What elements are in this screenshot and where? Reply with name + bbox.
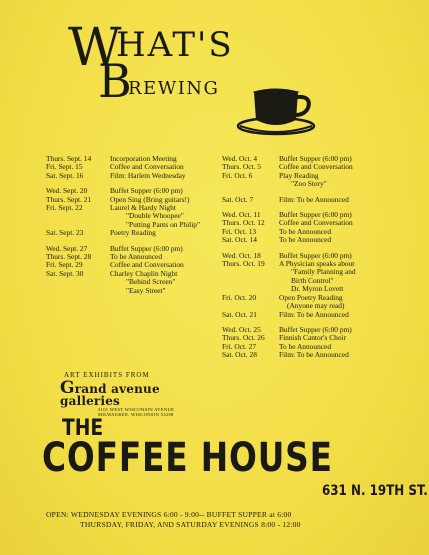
entry-date: Thurs. Oct. 5 [222, 162, 261, 172]
entry-date [46, 278, 110, 286]
entry-event: "Zoo Story" [291, 179, 327, 189]
entry-event: Coffee and Conversation [110, 260, 184, 270]
schedule-week-block [222, 155, 402, 189]
schedule-entry [222, 351, 402, 359]
entry-date [222, 268, 279, 276]
entry-event: A Physician speaks about [279, 259, 355, 269]
street-address: 631 N. 19TH ST. [322, 483, 428, 499]
schedule-week-block [46, 155, 224, 180]
entry-date: Fri. Sept. 29 [46, 260, 83, 270]
entry-date: Wed. Oct. 11 [222, 210, 261, 220]
logo-text-hats: HAT'S [116, 25, 234, 65]
entry-date: Wed. Sept. 27 [46, 243, 88, 253]
entry-date: Wed. Oct. 18 [222, 250, 261, 260]
entry-date [46, 212, 110, 220]
gallery-address-line1: 3101 WEST WISCONSIN AVENUE [98, 407, 175, 412]
entry-event: "Double Whoopee" [126, 211, 184, 221]
entry-event: "Easy Street" [126, 285, 166, 295]
logo-text-rewing: REWING [128, 78, 220, 99]
gallery-name-rest: rand avenue galleries [60, 382, 160, 408]
title-the: THE [62, 416, 104, 441]
entry-event: Finnish Cantor's Choir [279, 333, 347, 343]
entry-date: Thurs. Sept. 28 [46, 252, 92, 262]
entry-event: Film: To be Announced [279, 350, 349, 360]
entry-event: To be Announced [279, 235, 332, 245]
entry-date: Fri. Oct. 27 [222, 341, 257, 351]
entry-date: Fri. Oct. 20 [222, 292, 257, 302]
entry-event: Birth Control" [291, 275, 334, 285]
coffee-cup-icon [234, 80, 318, 136]
entry-event: Charley Chaplin Night [110, 268, 178, 278]
schedule-week-block [222, 196, 402, 204]
schedule-entry [46, 287, 224, 295]
entry-event: Film: Harlem Wednesday [110, 170, 186, 180]
schedule-entry [46, 172, 224, 180]
schedule-week-block [46, 245, 224, 295]
entry-date: Wed. Oct. 4 [222, 154, 258, 163]
entry-date: Sat. Oct. 14 [222, 235, 257, 245]
entry-event: "Family Planning and [291, 267, 356, 277]
entry-event: To be Announced [279, 341, 332, 351]
art-exhibits-label: ART EXHIBITS FROM [64, 371, 150, 379]
schedule-week-block [222, 252, 402, 319]
entry-event: Incorporation Meeting [110, 154, 177, 163]
schedule-week-block [222, 211, 402, 245]
entry-date: Thurs. Sept. 14 [46, 154, 92, 163]
gallery-name [60, 378, 200, 408]
entry-date: Sat. Oct. 28 [222, 350, 257, 360]
hours-line-1: OPEN: WEDNESDAY EVENINGS 6:00 - 9:00-- BUFFET SUPPER at 6:00 [46, 510, 292, 519]
entry-event: Buffet Supper (6:00 pm) [279, 210, 352, 220]
entry-event: Open Poetry Reading [279, 292, 343, 302]
hours-line-2: THURSDAY, FRIDAY, AND SATURDAY EVENINGS 8:00 - 12:00 [80, 520, 301, 529]
entry-event: Coffee and Conversation [279, 162, 353, 172]
entry-event: Coffee and Conversation [279, 218, 353, 228]
entry-event: Buffet Supper (6:00 pm) [110, 243, 183, 253]
entry-event: Dr. Myron Lovett [291, 284, 344, 294]
title-coffee-house: COFFEE HOUSE [42, 435, 333, 481]
schedule-left-column [46, 155, 224, 302]
entry-date: Thurs. Oct. 12 [222, 218, 265, 228]
entry-date: Fri. Oct. 6 [222, 170, 253, 180]
entry-date: Thurs. Oct. 26 [222, 333, 265, 343]
schedule-entry [222, 196, 402, 204]
schedule-week-block [222, 326, 402, 360]
entry-event: Buffet Supper (6:00 pm) [279, 324, 352, 334]
entry-event: (Anyone may read) [287, 301, 345, 311]
logo-letter-b: B [98, 54, 132, 108]
entry-date: Thurs. Oct. 19 [222, 259, 265, 269]
entry-event: Buffet Supper (6:00 pm) [279, 250, 352, 260]
entry-event: Laurel & Hardy Night [110, 203, 176, 213]
schedule-entry [222, 236, 402, 244]
entry-date: Sat. Sept. 16 [46, 170, 84, 180]
entry-date: Fri. Sept. 15 [46, 162, 83, 172]
entry-event: "Putting Pants on Philip" [126, 219, 201, 229]
entry-date [46, 287, 110, 295]
entry-date: Thurs. Sept. 21 [46, 194, 92, 204]
entry-date [222, 180, 279, 188]
entry-event: Film: To be Announced [279, 309, 349, 319]
entry-date: Sat. Sept. 30 [46, 268, 84, 278]
entry-date: Fri. Sept. 22 [46, 203, 83, 213]
schedule-week-block [46, 187, 224, 237]
entry-date: Sat. Oct. 7 [222, 194, 254, 204]
schedule-right-column [222, 155, 402, 367]
entry-event: Buffet Supper (6:00 pm) [279, 154, 352, 163]
entry-event: Poetry Reading [110, 228, 156, 238]
entry-date: Sat. Sept. 23 [46, 228, 84, 238]
entry-date: Sat. Oct. 21 [222, 309, 257, 319]
entry-event: Film: To be Announced [279, 194, 349, 204]
entry-event: Coffee and Conversation [110, 162, 184, 172]
schedule-entry [222, 311, 402, 319]
schedule-entry [46, 229, 224, 237]
gallery-sponsor [60, 378, 200, 418]
entry-event: To be Announced [110, 252, 163, 262]
gallery-initial: G [60, 378, 75, 398]
entry-event: "Behind Screen" [126, 277, 176, 287]
logo-letter-w: W [68, 18, 114, 78]
entry-event: Play Reading [279, 170, 319, 180]
entry-event: Open Sing (Bring guitars!) [110, 194, 190, 204]
gallery-address-line2: MILWAUKEE, WISCONSIN 53208 [98, 412, 174, 418]
entry-date [222, 277, 279, 285]
entry-date: Fri. Oct. 13 [222, 226, 257, 236]
entry-date: Wed. Sept. 20 [46, 186, 88, 196]
entry-date: Wed. Oct. 25 [222, 324, 261, 334]
entry-event: Buffet Supper (6:00 pm) [110, 186, 183, 196]
entry-event: To be Announced [279, 226, 332, 236]
schedule-entry [222, 180, 402, 188]
